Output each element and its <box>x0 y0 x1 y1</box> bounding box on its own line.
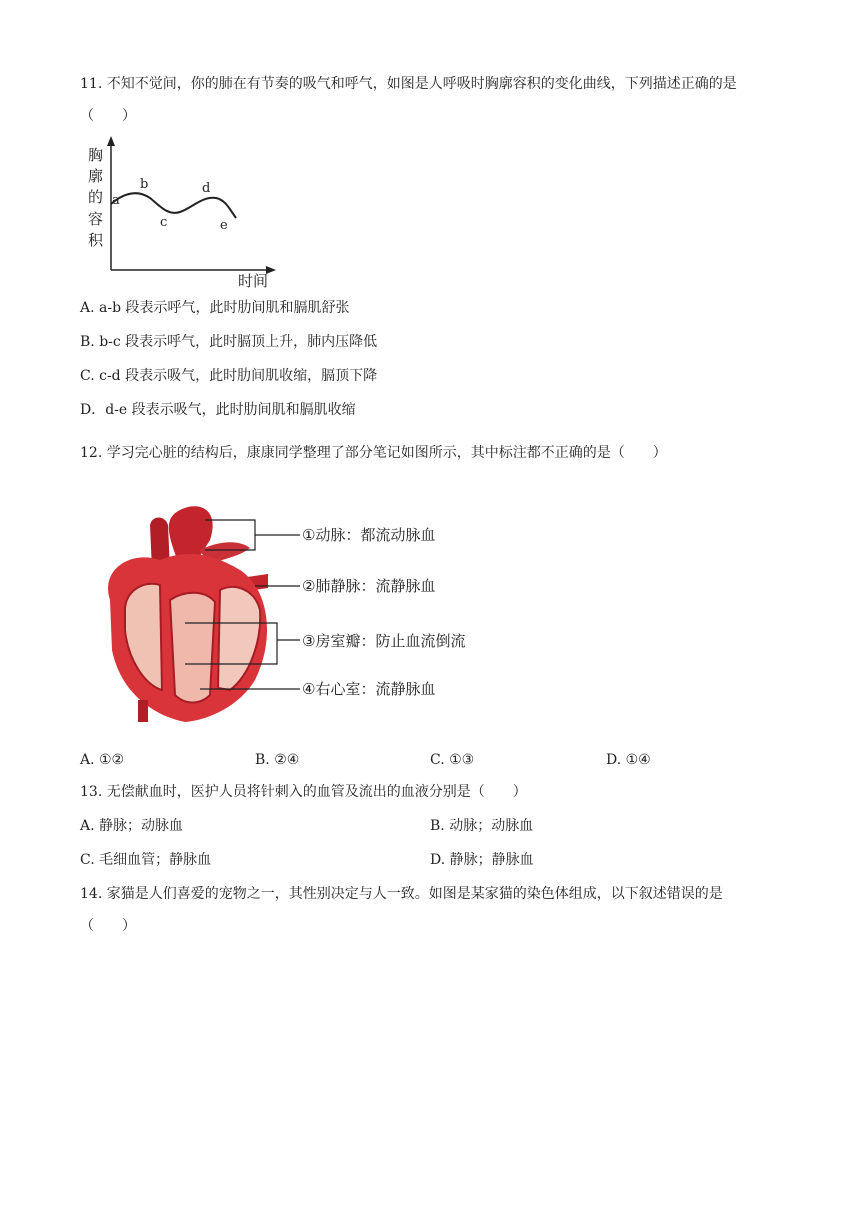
xlabel: 时间 <box>238 272 269 290</box>
point-b: b <box>140 177 149 192</box>
point-e: e <box>220 218 228 233</box>
volume-curve <box>111 193 236 218</box>
heart-label-1: ①动脉：都流动脉血 <box>302 526 436 544</box>
q12-option-d: D. ①④ <box>606 752 651 768</box>
q11-option-b: B. b-c 段表示呼气，此时膈顶上升，肺内压降低 <box>80 334 378 350</box>
q11-option-a: A. a-b 段表示呼气，此时肋间肌和膈肌舒张 <box>80 300 350 316</box>
point-d: d <box>202 181 211 196</box>
q13-option-b: B. 动脉；动脉血 <box>430 818 534 834</box>
q11-stem: 11. 不知不觉间，你的肺在有节奏的吸气和呼气，如图是人呼吸时胸廓容积的变化曲线，下列描述正确的是 <box>80 76 737 92</box>
q12-option-a: A. ①② <box>80 752 125 768</box>
q13-option-a: A. 静脉；动脉血 <box>80 818 184 834</box>
q12-stem: 12. 学习完心脏的结构后，康康同学整理了部分笔记如图所示，其中标注都不正确的是（ ） <box>80 445 667 461</box>
q14-paren: （ ） <box>80 918 136 934</box>
q13-stem: 13. 无偿献血时，医护人员将针刺入的血管及流出的血液分别是（ ） <box>80 784 527 800</box>
ylabel-char: 胸 <box>88 146 104 164</box>
heart-label-3: ③房室瓣：防止血流倒流 <box>302 632 466 650</box>
heart-diagram <box>90 490 510 735</box>
q13-option-d: D. 静脉；静脉血 <box>430 852 534 868</box>
point-c: c <box>160 215 168 230</box>
heart-label-2: ②肺静脉：流静脉血 <box>302 577 436 595</box>
q14-stem: 14. 家猫是人们喜爱的宠物之一，其性别决定与人一致。如图是某家猫的染色体组成，以下叙述错误的是 <box>80 886 723 902</box>
q11-paren: （ ） <box>80 108 136 124</box>
point-a: a <box>112 193 120 208</box>
q11-option-c: C. c-d 段表示吸气，此时肋间肌收缩，膈顶下降 <box>80 368 378 384</box>
ylabel-char: 容 <box>88 210 104 228</box>
thorax-volume-graph <box>80 132 280 292</box>
right-ventricle-chamber <box>170 593 215 703</box>
heart-label-4: ④右心室：流静脉血 <box>302 680 436 698</box>
ylabel-char: 廓 <box>88 167 104 185</box>
q13-option-c: C. 毛细血管；静脉血 <box>80 852 212 868</box>
q11-option-d: D．d-e 段表示吸气，此时肋间肌和膈肌收缩 <box>80 402 356 418</box>
inferior-vena-cava <box>138 700 148 722</box>
ylabel-char: 积 <box>88 231 104 249</box>
q12-option-b: B. ②④ <box>255 752 300 768</box>
y-axis-arrow <box>107 136 115 146</box>
ylabel-char: 的 <box>88 188 104 206</box>
q12-option-c: C. ①③ <box>430 752 475 768</box>
